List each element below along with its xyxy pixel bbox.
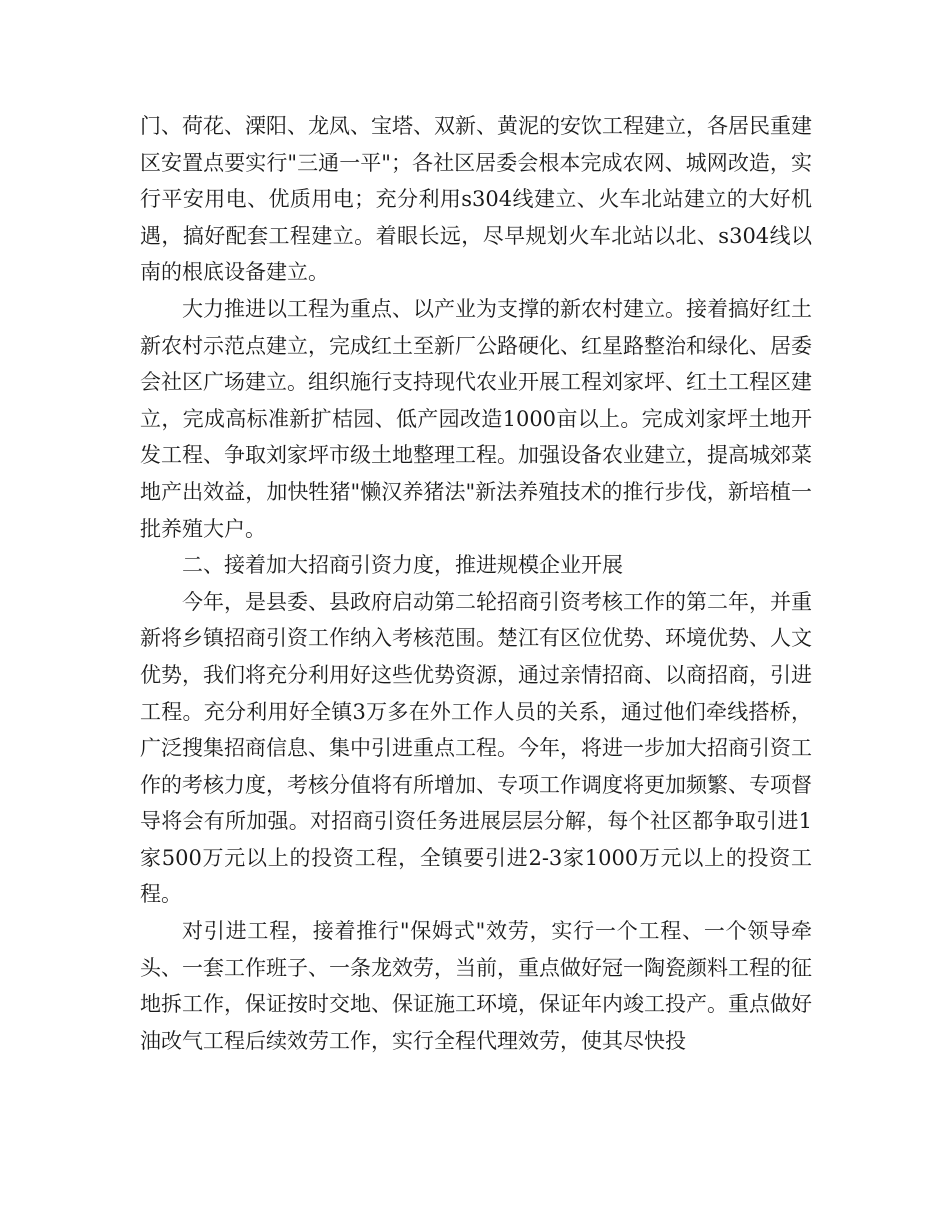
document-body (140, 108, 812, 1059)
paragraph-continuation: 门、荷花、溧阳、龙凤、宝塔、双新、黄泥的安饮工程建立，各居民重建区安置点要实行"三通一平"；各社区居委会根本完成农网、城网改造，实行平安用电、优质用电；充分利用s304线建立、火车北站建立的大好机遇，搞好配套工程建立。着眼长远，尽早规划火车北站以北、s304线以南的根底设备建立。 (140, 114, 812, 285)
paragraph-investment-assessment: 今年，是县委、县政府启动第二轮招商引资考核工作的第二年，并重新将乡镇招商引资工作纳入考核范围。楚江有区位优势、环境优势、人文优势，我们将充分利用好这些优势资源，通过亲情招商、以商招商，引进工程。充分利用好全镇3万多在外工作人员的关系，通过他们牵线搭桥，广泛搜集招商信息、集中引进重点工程。今年，将进一步加大招商引资工作的考核力度，考核分值将有所增加、专项工作调度将更加频繁、专项督导将会有所加强。对招商引资任务进展层层分解，每个社区都争取引进1家500万元以上的投资工程，全镇要引进2-3家1000万元以上的投资工程。 (140, 589, 812, 907)
section-heading-investment: 二、接着加大招商引资力度，推进规模企业开展 (182, 553, 623, 578)
paragraph-new-countryside: 大力推进以工程为重点、以产业为支撑的新农村建立。接着搞好红土新农村示范点建立，完成红土至新厂公路硬化、红星路整治和绿化、居委会社区广场建立。组织施行支持现代农业开展工程刘家坪、红土工程区建立，完成高标准新扩桔园、低产园改造1000亩以上。完成刘家坪土地开发工程、争取刘家坪市级土地整理工程。加强设备农业建立，提高城郊菜地产出效益，加快牲猪"懒汉养猪法"新法养殖技术的推行步伐，新培植一批养殖大户。 (140, 296, 812, 541)
paragraph-nanny-service: 对引进工程，接着推行"保姆式"效劳，实行一个工程、一个领导牵头、一套工作班子、一条龙效劳，当前，重点做好冠一陶瓷颜料工程的征地拆工作，保证按时交地、保证施工环境，保证年内竣工投产。重点做好油改气工程后续效劳工作，实行全程代理效劳，使其尽快投 (140, 919, 812, 1053)
